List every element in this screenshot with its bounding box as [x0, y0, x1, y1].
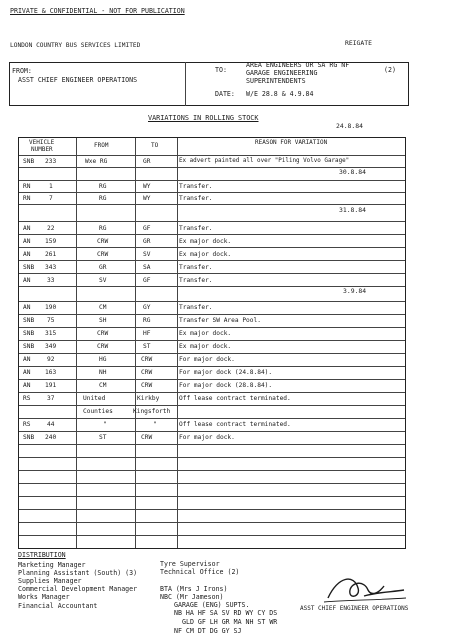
row-rule [19, 353, 405, 354]
row-reason: Transfer. [179, 277, 213, 284]
header-rule [19, 155, 405, 156]
header-to: TO [151, 142, 159, 149]
row-reason: Transfer. [179, 304, 213, 311]
row-reason: Ex advert painted all over "Piling Volvo Garage" [179, 158, 350, 164]
table-row [19, 329, 405, 340]
header-number: NUMBER [31, 146, 53, 153]
row-rule [19, 457, 405, 458]
row-reason: Transfer. [179, 264, 213, 271]
row-rule [19, 535, 405, 536]
row-reason: For major dock. [179, 356, 235, 363]
row-rule [19, 379, 405, 380]
row-from: " [103, 421, 107, 428]
row-number: 190 [45, 304, 57, 311]
row-rule [19, 431, 405, 432]
from-label: FROM: [12, 67, 32, 75]
row-reason: Transfer. [179, 225, 213, 232]
row-rule [19, 444, 405, 445]
row-prefix: RN [23, 183, 31, 190]
handwritten-signature [318, 572, 408, 606]
row-number: 75 [47, 317, 55, 324]
row-prefix: SNB [23, 317, 35, 324]
row-rule [19, 405, 405, 406]
row-to: WY [143, 195, 151, 202]
distribution-right-5: NBC (Mr Jameson) [160, 593, 224, 601]
date-heading-3: 31.8.84 [339, 206, 366, 214]
row-prefix: AN [23, 225, 31, 232]
row-rule [19, 301, 405, 302]
row-number: 37 [47, 395, 55, 402]
to-line-3: SUPERINTENDENTS [246, 77, 306, 85]
row-rule [19, 509, 405, 510]
row-reason: Ex major dock. [179, 343, 232, 350]
row-rule [19, 483, 405, 484]
row-to: " [153, 421, 157, 428]
header-reason: REASON FOR VARIATION [255, 139, 328, 146]
row-reason: For major dock (24.8.84). [179, 369, 273, 376]
row-prefix: SNB [23, 343, 35, 350]
row-from: Wxe RG [85, 158, 108, 165]
row-from: CRW [97, 330, 109, 337]
row-to: RG [143, 317, 151, 324]
distribution-left-5: Works Manager [18, 593, 70, 601]
row-from: HG [99, 356, 107, 363]
table-row [19, 420, 405, 431]
row-from: SV [99, 277, 107, 284]
table-row [19, 316, 405, 327]
row-from: CM [99, 382, 107, 389]
date-value: W/E 28.8 & 4.9.84 [246, 90, 314, 98]
row-rule [19, 314, 405, 315]
row-from: CRW [97, 251, 109, 258]
signature-title: ASST CHIEF ENGINEER OPERATIONS [300, 605, 409, 612]
row-reason: Transfer. [179, 195, 213, 202]
row-number: 240 [45, 434, 57, 441]
row-prefix: SNB [23, 330, 35, 337]
to-label: TO: [215, 66, 227, 74]
table-row [19, 157, 405, 168]
distribution-heading: DISTRIBUTION [18, 551, 66, 559]
row-number: 33 [47, 277, 55, 284]
row-from: CM [99, 304, 107, 311]
row-prefix: RS [23, 395, 31, 402]
row-number: 191 [45, 382, 57, 389]
memo-divider [185, 62, 186, 106]
row-from: Counties [83, 408, 113, 415]
row-rule [19, 470, 405, 471]
row-prefix: AN [23, 356, 31, 363]
row-rule [19, 327, 405, 328]
row-from: CRW [97, 238, 109, 245]
row-prefix: AN [23, 277, 31, 284]
row-prefix: SNB [23, 434, 35, 441]
distribution-right-1: Tyre Supervisor [160, 560, 220, 568]
header-from: FROM [94, 142, 109, 149]
row-from: RG [99, 195, 107, 202]
distribution-right-4: BTA (Mrs J Irons) [160, 585, 228, 593]
distribution-left-6: Financial Accountant [18, 602, 98, 610]
distribution-right-8: GLD GF LH GR MA NH ST WR [182, 618, 278, 626]
row-prefix: AN [23, 238, 31, 245]
row-number: 315 [45, 330, 57, 337]
row-to: HF [143, 330, 151, 337]
row-number: 159 [45, 238, 57, 245]
row-reason: For major dock. [179, 434, 235, 441]
table-row [19, 433, 405, 444]
row-to: ST [143, 343, 151, 350]
header-vehicle: VEHICLE [29, 139, 55, 146]
row-rule [19, 392, 405, 393]
distribution-left-2: Planning Assistant (South) (3) [18, 569, 138, 577]
row-reason: Off lease contract terminated. [179, 421, 291, 428]
date-heading-2: 30.8.84 [339, 168, 366, 176]
row-rule [19, 340, 405, 341]
table-row [19, 224, 405, 235]
row-reason: Ex major dock. [179, 330, 232, 337]
row-to: SA [143, 264, 151, 271]
row-from: SH [99, 317, 107, 324]
row-reason: Transfer SW Area Pool. [179, 317, 261, 324]
row-reason: Ex major dock. [179, 251, 232, 258]
table-row [19, 355, 405, 366]
row-number: 163 [45, 369, 57, 376]
table-row [19, 237, 405, 248]
row-to: WY [143, 183, 151, 190]
company-name: LONDON COUNTRY BUS SERVICES LIMITED [10, 42, 141, 49]
row-to: GY [143, 304, 151, 311]
row-to: CRW [141, 356, 153, 363]
row-from: RG [99, 225, 107, 232]
row-to: GF [143, 277, 151, 284]
row-rule [19, 366, 405, 367]
row-number: 44 [47, 421, 55, 428]
variations-table [18, 137, 406, 549]
table-row [19, 381, 405, 392]
row-prefix: AN [23, 304, 31, 311]
table-row [19, 303, 405, 314]
table-row [19, 394, 405, 405]
page-number: (2) [384, 66, 396, 74]
row-prefix: SNB [23, 158, 35, 165]
row-rule [19, 496, 405, 497]
row-number: 349 [45, 343, 57, 350]
row-reason: Transfer. [179, 183, 213, 190]
table-row [19, 368, 405, 379]
row-rule [19, 180, 405, 181]
row-prefix: AN [23, 251, 31, 258]
row-from: ST [99, 434, 107, 441]
date-heading-4: 3.9.84 [343, 287, 367, 295]
row-from: GR [99, 264, 107, 271]
date-label: DATE: [215, 90, 235, 98]
classification-line: PRIVATE & CONFIDENTIAL - NOT FOR PUBLICATION [10, 7, 185, 15]
row-to: CRW [141, 369, 153, 376]
row-number: 22 [47, 225, 55, 232]
row-number: 233 [45, 158, 57, 165]
distribution-left-3: Supplies Manager [18, 577, 82, 585]
distribution-left-1: Marketing Manager [18, 561, 86, 569]
row-reason: Off lease contract terminated. [179, 395, 291, 402]
row-number: 343 [45, 264, 57, 271]
distribution-right-6: GARAGE (ENG) SUPTS. [174, 601, 250, 609]
row-to: CRW [141, 434, 153, 441]
row-reason: Ex major dock. [179, 238, 232, 245]
table-row [19, 182, 405, 193]
row-rule [19, 522, 405, 523]
row-prefix: SNB [23, 264, 35, 271]
row-prefix: RS [23, 421, 31, 428]
table-row [19, 250, 405, 261]
distribution-right-9: NF CM DT DG GY SJ [174, 627, 242, 635]
distribution-left-4: Commercial Development Manager [18, 585, 138, 593]
row-from: NH [99, 369, 107, 376]
row-prefix: AN [23, 382, 31, 389]
row-number: 261 [45, 251, 57, 258]
row-to: SV [143, 251, 151, 258]
row-to: GF [143, 225, 151, 232]
row-from: United [83, 395, 106, 402]
location: REIGATE [345, 39, 372, 47]
row-to: Kirkby [137, 395, 160, 402]
row-to: CRW [141, 382, 153, 389]
table-row [19, 342, 405, 353]
document-title: VARIATIONS IN ROLLING STOCK [148, 114, 259, 122]
row-rule [19, 221, 405, 222]
from-value: ASST CHIEF ENGINEER OPERATIONS [18, 76, 138, 84]
row-to: GR [143, 238, 151, 245]
row-from: CRW [97, 343, 109, 350]
row-from: RG [99, 183, 107, 190]
distribution-right-7: NB HA HF SA SV RD WY CY DS [174, 609, 278, 617]
row-number: 7 [49, 195, 53, 202]
table-row [19, 276, 405, 287]
distribution-right-2: Technical Office (2) [160, 568, 240, 576]
row-reason: For major dock (28.8.84). [179, 382, 273, 389]
to-line-2: GARAGE ENGINEERING [246, 69, 318, 77]
row-number: 1 [49, 183, 53, 190]
row-prefix: RN [23, 195, 31, 202]
table-row [19, 407, 405, 418]
table-row [19, 194, 405, 205]
row-number: 92 [47, 356, 55, 363]
table-row [19, 263, 405, 274]
row-to: Kingsforth [133, 408, 171, 415]
row-rule [19, 418, 405, 419]
date-heading-1: 24.8.84 [336, 122, 363, 130]
row-to: GR [143, 158, 151, 165]
to-line-1: AREA ENGINEERS OR SA RG NF [246, 61, 350, 69]
row-prefix: AN [23, 369, 31, 376]
